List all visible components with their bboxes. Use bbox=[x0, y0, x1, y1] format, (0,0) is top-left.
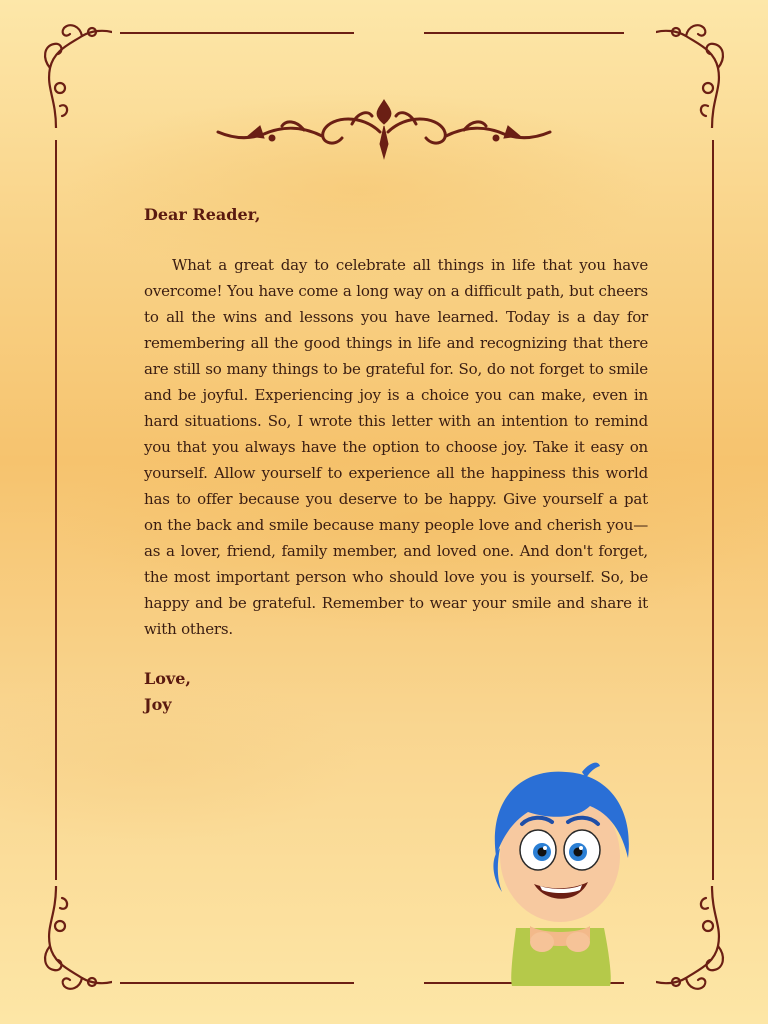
joy-character-illustration bbox=[482, 758, 638, 986]
corner-ornament-top-left bbox=[40, 18, 112, 128]
letter-closing: Love, bbox=[144, 669, 191, 688]
ornamental-scroll-icon bbox=[212, 96, 556, 166]
letter bbox=[144, 202, 648, 718]
corner-ornament-bottom-left bbox=[40, 886, 112, 996]
letter-signature: Joy bbox=[144, 695, 172, 714]
letter-salutation: Dear Reader, bbox=[144, 205, 261, 224]
frame-left-line bbox=[55, 140, 57, 880]
frame-bottom-left-line bbox=[120, 982, 354, 984]
frame-top-left-line bbox=[120, 32, 354, 34]
corner-ornament-bottom-right bbox=[656, 886, 728, 996]
letter-body: What a great day to celebrate all things in life that you have overcome! You have come a long way on a difficult path, but cheers to all the wins and lessons you have learned. Today is a day for remembering all the good things in life and recognizing that there are still so many things to be grateful for. So, do not forget to smile and be joyful. Experiencing joy is a choice you can make, even in hard situations. So, I wrote this letter with an intention to remind you that you always have the option to choose joy. Take it easy on yourself. Allow yourself to experience all the happiness this world has to offer because you deserve to be happy. Give yourself a pat on the back and smile because many people love and cherish you—as a lover, friend, family member, and loved one. And don't forget, the most important person who should love you is yourself. So, be happy and be grateful. Remember to wear your smile and share it with others. bbox=[144, 256, 648, 638]
frame-right-line bbox=[712, 140, 714, 880]
corner-ornament-top-right bbox=[656, 18, 728, 128]
frame-top-right-line bbox=[424, 32, 624, 34]
